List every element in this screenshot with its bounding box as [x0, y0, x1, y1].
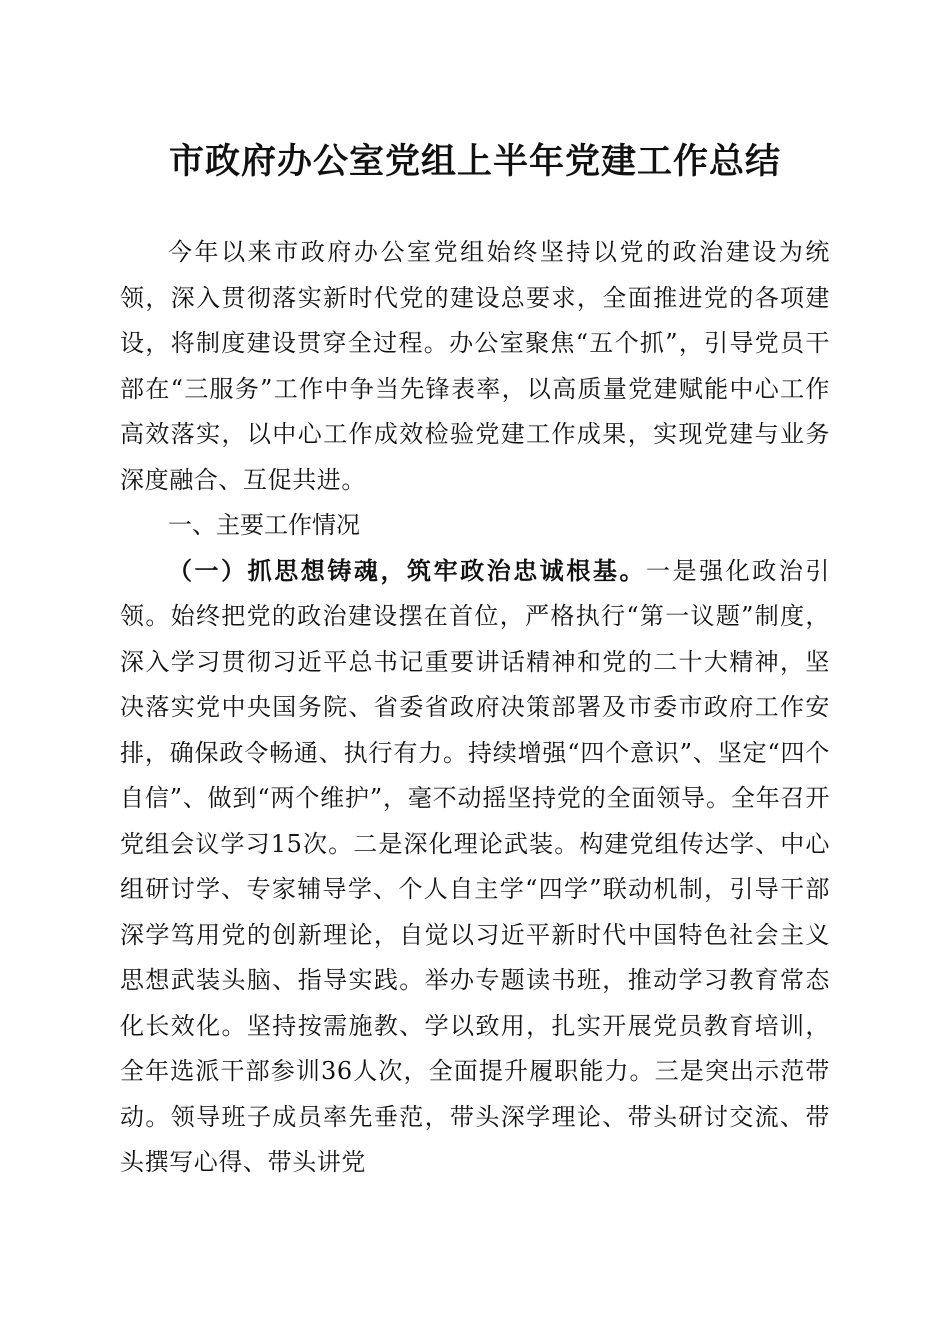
subsection-lead: （一）抓思想铸魂，筑牢政治忠诚根基。 — [168, 556, 647, 585]
document-title: 市政府办公室党组上半年党建工作总结 — [168, 141, 781, 182]
subsection-paragraph-thought — [120, 549, 830, 1186]
document-body — [120, 230, 830, 1186]
intro-paragraph: 今年以来市政府办公室党组始终坚持以党的政治建设为统领，深入贯彻落实新时代党的建设总要求，全面推进党的各项建设，将制度建设贯穿全过程。办公室聚焦“五个抓”，引导党员干部在“三服务”工作中争当先锋表率，以高质量党建赋能中心工作高效落实，以中心工作成效检验党建工作成果，实现党建与业务深度融合、互促共进。 — [120, 238, 830, 494]
section-heading-main-work: 一、主要工作情况 — [168, 511, 360, 539]
subsection-body: 一是强化政治引领。始终把党的政治建设摆在首位，严格执行“第一议题”制度，深入学习贯彻习近平总书记重要讲话精神和党的二十大精神，坚决落实党中央国务院、省委省政府决策部署及市委市政府工作安排，确保政令畅通、执行有力。持续增强“四个意识”、坚定“四个自信”、做到“两个维护”，毫不动摇坚持党的全面领导。全年召开党组会议学习15次。二是深化理论武装。构建党组传达学、中心组研讨学、专家辅导学、个人自主学“四学”联动机制，引导干部深学笃用党的创新理论，自觉以习近平新时代中国特色社会主义思想武装头脑、指导实践。举办专题读书班，推动学习教育常态化长效化。坚持按需施教、学以致用，扎实开展党员教育培训，全年选派干部参训36人次，全面提升履职能力。三是突出示范带动。领导班子成员率先垂范，带头深学理论、带头研讨交流、带头撰写心得、带头讲党 — [120, 556, 830, 1176]
